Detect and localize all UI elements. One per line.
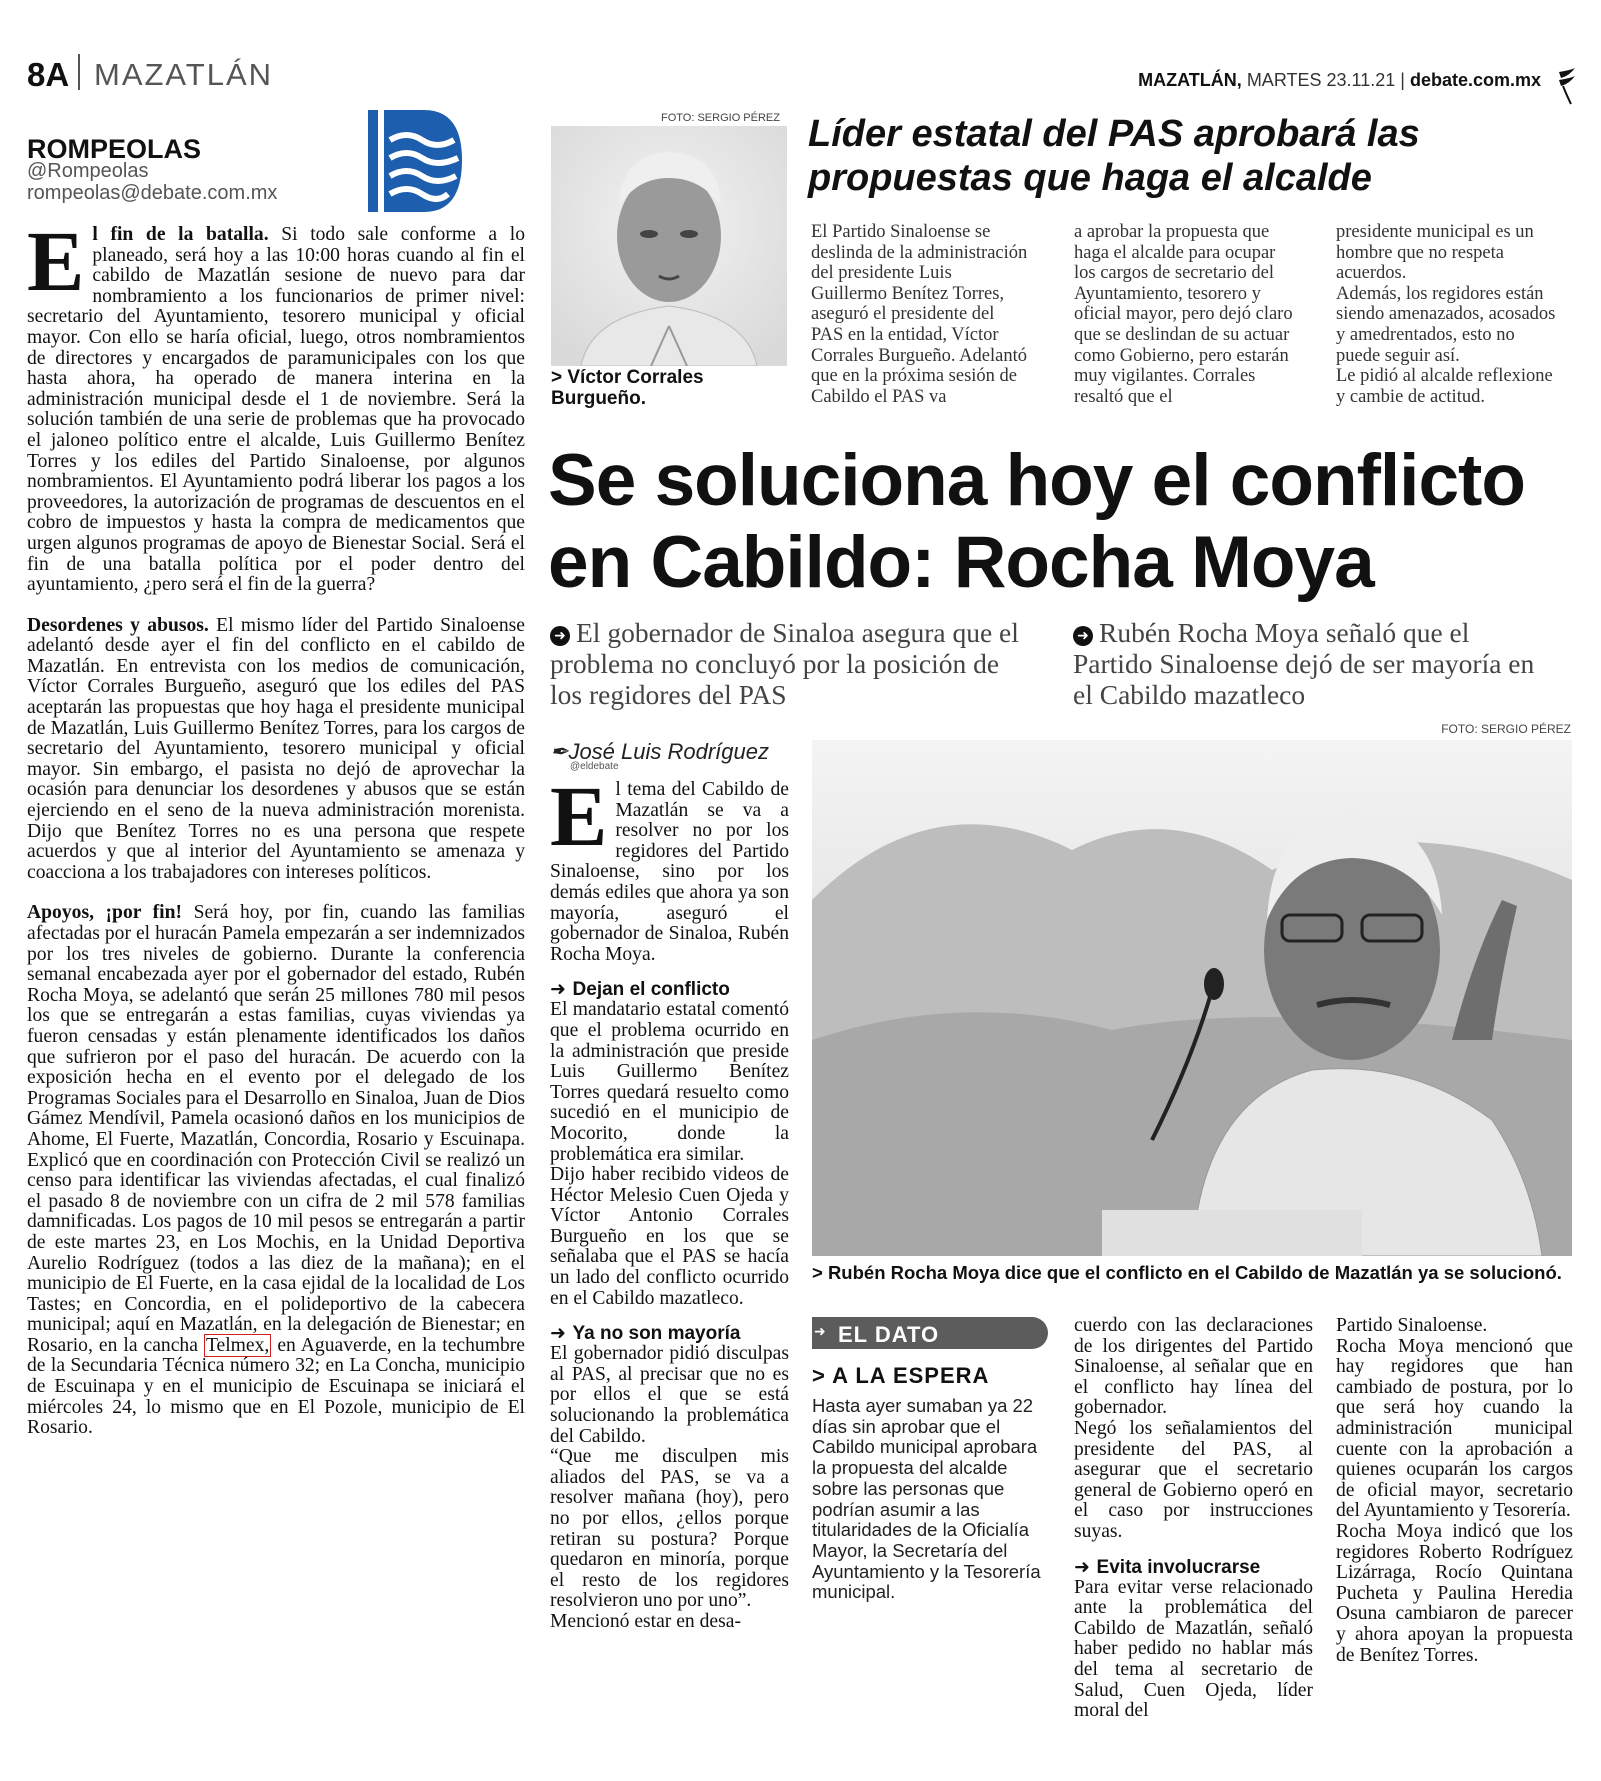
pas-column-3 [1336, 222, 1556, 407]
deck-text: El gobernador de Sinaloa asegura que el problema no concluyó por la posición de los regidores del PAS [550, 617, 1019, 710]
paragraph-head: l fin de la batalla. [92, 224, 269, 245]
paragraph: cuerdo con las declaraciones de los dirigentes del Partido Sinaloense, al señalar que en el conflicto hay línea del gobernador. [1074, 1315, 1313, 1419]
photo-credit: FOTO: SERGIO PÉREZ [661, 112, 780, 124]
main-headline: Se soluciona hoy el conflicto en Cabildo: Rocha Moya [548, 440, 1525, 603]
paragraph: Dijo haber recibido videos de Héctor Melesio Cuen Ojeda y Víctor Antonio Corrales Burgueño en los que se señalaba que el PAS se hacía un lado del conflicto ocurrido en el Cabildo mazatleco. [550, 1164, 789, 1309]
deck-text: Rubén Rocha Moya señaló que el Partido Sinaloense dejó de ser mayoría en el Cabildo mazatleco [1073, 617, 1535, 710]
paragraph-text: El mismo líder del Partido Sinaloense adelantó desde ayer el fin del conflicto en el cabildo de Mazatlán. En entrevista con los medios de comunicación, Víctor Corrales Burgueño, aseguró que los ediles del PAS aceptarán las propuestas que hoy haga el presidente municipal de Mazatlán, Luis Guillermo Benítez Torres, para los cargos de secretario del Ayuntamiento, tesorero municipal y oficial mayor. Sin embargo, el pasista no dejó de aprovechar la ocasión para denunciar los desordenes y abusos que se están ejerciendo en el seno de la nueva administración morenista. Dijo que Benítez Torres no es una persona que respete acuerdos y que al interior del Ayuntamiento se amenaza y coacciona a los trabajadores con intereses políticos. [27, 614, 525, 883]
rompeolas-paragraph-2 [27, 616, 525, 884]
header-site[interactable]: debate.com.mx [1409, 70, 1541, 90]
paragraph-text: en Aguaverde, en la techumbre de la Secundaria Técnica número 32; en La Concha, municipio de Escuinapa y en el municipio de Escuinapa se iniciará el miércoles 24, lo mismo que en El Pozole, municipio de El Rosario. [27, 1334, 525, 1439]
rompeolas-body [27, 213, 525, 1459]
column-email[interactable]: rompeolas@debate.com.mx [27, 182, 278, 204]
victor-corrales-photo [551, 126, 787, 366]
byline-name: José Luis Rodríguez [568, 739, 769, 764]
header-date: MARTES 23.11.21 [1246, 70, 1396, 90]
subhead [550, 979, 789, 1000]
photo-credit: FOTO: SERGIO PÉREZ [1441, 722, 1571, 736]
el-dato-title: > A LA ESPERA [812, 1363, 990, 1388]
arrow-circle-icon: ➜ [1073, 626, 1093, 646]
paragraph-text: Si todo sale conforme a lo planeado, será hoy a las 10:00 horas cuando al fin el cabildo de Mazatlán sesione de nuevo para dar nombramiento a los funcionarios de primer nivel: secretario del Ayuntamiento, tesorero municipal y oficial mayor. Con ello se haría oficial, luego, otros nombramientos de directores y encargados de paramunicipales con los que hasta ahora, ha operado de manera interina en la administración municipal desde el 1 de noviembre. Será la solución también de una serie de problemas que ha provocado el jaloneo político entre el alcalde, Luis Guillermo Benítez Torres y los ediles del Partido Sinaloense, por algunos nombramientos. El Ayuntamiento podrá liberar los pagos a los proveedores, la autorización de programas de descuentos en el cobro de impuestos y hasta la compra de medicamentos que urgen algunos programas de apoyo de Bienestar Social. Será el fin de una batalla política por el poder dentro del ayuntamiento, ¿pero será el fin de la guerra? [27, 224, 525, 596]
byline-handle[interactable]: @eldebate [570, 761, 619, 772]
el-dato-label: EL DATO [838, 1322, 940, 1347]
column-title: ROMPEOLAS [27, 134, 202, 164]
photo-caption: > Rubén Rocha Moya dice que el conflicto en el Cabildo de Mazatlán ya se solucionó. [812, 1262, 1562, 1283]
paragraph: Negó los señalamientos del presidente del PAS, al asegurar que el secretario general de Gobierno operó en el caso por instrucciones suyas. [1074, 1417, 1313, 1542]
page-number: 8A [27, 56, 70, 93]
secondary-headline: Líder estatal del PAS aprobará las propuestas que haga el alcalde [808, 113, 1420, 199]
arrow-icon: ➜ [550, 978, 573, 1001]
main-story-column-1 [550, 768, 789, 1633]
subhead-text: Dejan el conflicto [572, 979, 730, 1001]
section-name: MAZATLÁN [94, 57, 274, 92]
highlighted-word: Telmex, [205, 1334, 270, 1356]
main-story-column-4 [1336, 1316, 1573, 1666]
paragraph-text: l tema del Cabildo de Mazatlán se va a resolver no por los regidores del Partido Sinaloense, sino por los demás ediles que ahora ya son mayoría, aseguró el gobernador de Sinaloa, Rubén Rocha Moya. [550, 779, 789, 965]
paragraph: Para evitar verse relacionado ante la problemática del Cabildo de Mazatlán, señaló haber pedido no hablar más del tema al secretario de Salud, Cuen Ojeda, líder moral del [1074, 1576, 1313, 1722]
dropcap: E [27, 213, 85, 309]
pas-column-1: El Partido Sinaloense se deslinda de la administración del presidente Luis Guillermo Benítez Torres, aseguró el presidente del PAS en la entidad, Víctor Corrales Burgueño. Adelantó que en la próxima sesión de Cabildo el PAS va [811, 222, 1028, 407]
rocha-moya-photo [812, 740, 1572, 1256]
rompeolas-logo-icon [362, 110, 462, 212]
paragraph-head: Desordenes y abusos. [27, 614, 209, 636]
paragraph: Mencionó estar en desa- [550, 1610, 741, 1632]
header-pipe: | [1400, 70, 1405, 90]
arrow-icon: ➜ [1074, 1555, 1097, 1578]
paragraph: El gobernador pidió disculpas al PAS, al precisar que no es por ellos el que se está solucionando la problemática del Cabildo. [550, 1343, 789, 1447]
rompeolas-paragraph-3 [27, 903, 525, 1438]
column-handle[interactable]: @Rompeolas [27, 160, 149, 182]
header-divider [78, 54, 80, 90]
arrow-icon: ➜ [814, 1324, 826, 1340]
pen-icon: ✒ [550, 739, 569, 764]
deck-1 [550, 617, 1020, 710]
pas-column-2: a aprobar la propuesta que haga el alcalde para ocupar los cargos de secretario del Ayuntamiento, tesorero y oficial mayor, pero dejó claro que se deslindan de su actuar como Gobierno, pero estarán muy vigilantes. Corrales resaltó que el [1074, 222, 1293, 407]
dropcap: E [550, 768, 608, 864]
paragraph: “Que me disculpen mis aliados del PAS, se va a resolver mañana (hoy), pero no por ellos, ¿ellos porque retiran su postura? Porque quedaron en minoría, porque el resto de los regidores resolvieron uno por uno”. [550, 1446, 789, 1612]
subhead [1074, 1557, 1313, 1578]
arrow-icon: ➜ [550, 1322, 573, 1345]
pas-paragraph: Le pidió al alcalde reflexione y cambie de actitud. [1336, 366, 1553, 407]
subhead [550, 1323, 789, 1344]
debate-logo-icon [1555, 66, 1577, 106]
photo-caption: > Víctor Corrales Burgueño. [551, 367, 704, 409]
header-city: MAZATLÁN, [1138, 70, 1242, 90]
paragraph: Rocha Moya mencionó que hay regidores que han cambiado de postura, por lo que será hoy cuando la administración municipal cuente con la aprobación a quienes ocuparán los cargos de oficial mayor, secretario del Ayuntamiento y Tesorería. [1336, 1335, 1573, 1522]
paragraph: Rocha Moya indicó que los regidores Roberto Rodríguez Lizárraga, Rocío Quintana Pucheta y Paulina Heredia Osuna cambiaron de parecer y ahora apoyan la propuesta de Benítez Torres. [1336, 1520, 1573, 1666]
paragraph-head: Apoyos, ¡por fin! [27, 902, 183, 924]
rompeolas-paragraph-1 [27, 213, 525, 596]
header-dateline [1138, 70, 1541, 91]
paragraph: El mandatario estatal comentó que el problema ocurrido en la administración que preside Luis Guillermo Benítez Torres quedará resuelto como sucedió en el municipio de Mocorito, donde la problemática era similar. [550, 999, 789, 1165]
lead-paragraph [550, 768, 789, 965]
arrow-circle-icon: ➜ [550, 626, 570, 646]
pas-paragraph: Además, los regidores están siendo amenazados, acosados y amedrentados, esto no puede seguir así. [1336, 283, 1556, 366]
paragraph-text: Será hoy, por fin, cuando las familias afectadas por el huracán Pamela empezarán a ser indemnizados por los tres niveles de gobierno. Durante la conferencia semanal encabezada ayer por el gobernador del estado, Rubén Rocha Moya, se adelantó que serán 25 millones 780 mil pesos los que se entregarán a estas familias, cuyas viviendas ya fueron censadas y están plenamente identificados los daños que sufrieron por el paso del huracán. De acuerdo con la exposición hecha en el evento por el delegado de los Programas Sociales para el Desarrollo en Sinaloa, Juan de Dios Gámez Mendívil, Pamela ocasionó daños en los municipios de Ahome, El Fuerte, Mazatlán, Concordia, Rosario y Escuinapa. Explicó que en coordinación con Protección Civil se realizó un censo para identificar las viviendas afectadas, el cual finalizó el pasado 8 de noviembre con un cifra de 2 mil 578 familias damnificadas. Los pagos de 10 mil pesos se entregarán a partir de este martes 23, en Los Mochis, en la Unidad Deportiva Aurelio Rodríguez (todos a las diez de la mañana); en el municipio de El Fuerte, en la casa ejidal de la localidad de Los Tastes; en Concordia, en el polideportivo de la cabecera municipal; aquí en Mazatlán, en la delegación de Bienestar; en Rosario, en la cancha [27, 902, 525, 1356]
main-story-column-3 [1074, 1316, 1313, 1722]
subhead-text: Ya no son mayoría [572, 1323, 741, 1345]
paragraph: Partido Sinaloense. [1336, 1315, 1488, 1336]
el-dato-text: Hasta ayer sumaban ya 22 días sin aprobar que el Cabildo municipal aprobara la propuesta del alcalde sobre las personas que podrían asumir a las titularidades de la Oficialía Mayor, la Secretaría del Ayuntamiento y la Tesorería municipal. [812, 1395, 1041, 1603]
subhead-text: Evita involucrarse [1096, 1556, 1261, 1578]
deck-2 [1073, 617, 1543, 710]
pas-paragraph: presidente municipal es un hombre que no respeta acuerdos. [1336, 222, 1534, 284]
